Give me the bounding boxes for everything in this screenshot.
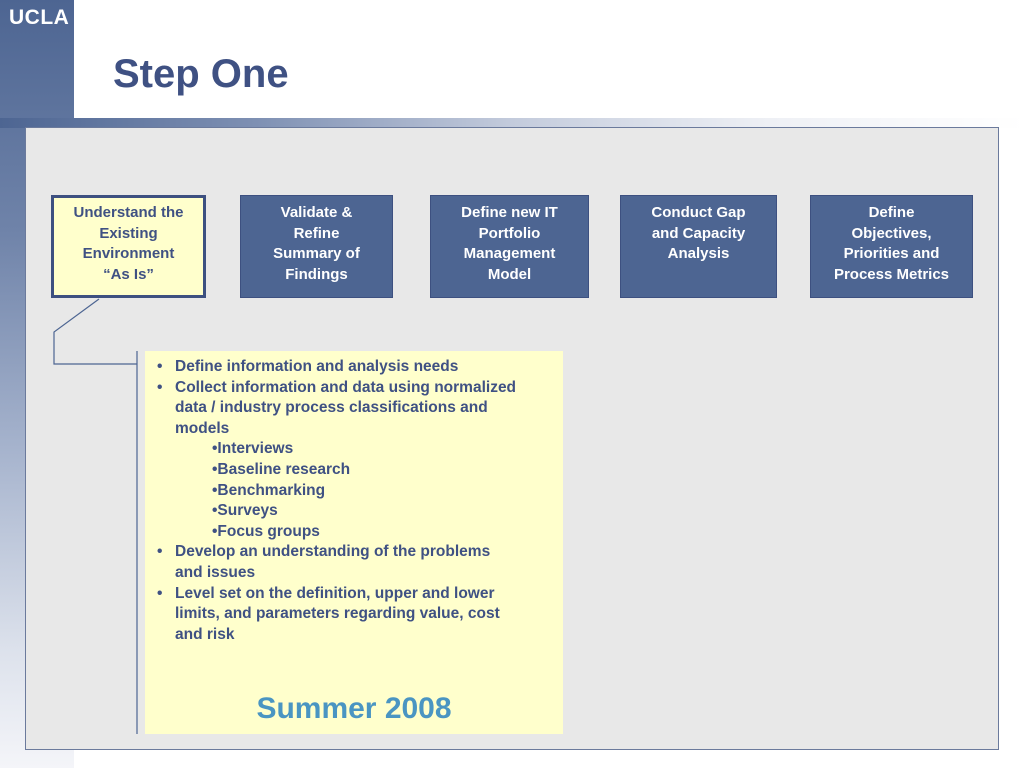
footer-date: Summer 2008 [256,692,452,725]
sub-item: •Surveys [212,502,278,520]
sub-item: •Baseline research [212,460,351,478]
step-define-portfolio-model [430,195,589,298]
step-line: Environment [82,245,175,262]
step-line: Define new IT [461,204,558,221]
step-line: Understand the [73,204,184,221]
detail-line: Collect information and data using normalized [175,378,517,396]
step-gap-capacity-analysis [620,195,777,298]
detail-box [145,351,563,734]
detail-line: limits, and parameters regarding value, cost [175,605,500,623]
ucla-logo: UCLA [9,6,70,29]
detail-line: Define information and analysis needs [175,358,459,375]
step-line: Priorities and [843,245,940,262]
detail-line: Develop an understanding of the problems [175,543,491,561]
step-understand-environment [51,195,206,298]
detail-line: and issues [175,563,256,581]
step-line: Conduct Gap [651,204,746,221]
step-line: Process Metrics [833,265,950,283]
sub-item: •Interviews [212,440,294,458]
detail-item [155,357,555,378]
bullet-icon: • [157,358,163,375]
step-line: Refine [293,224,340,242]
step-line: Findings [285,265,348,283]
bullet-icon: • [157,584,163,602]
step-line: Management [463,245,556,262]
sub-item: •Focus groups [212,522,320,540]
detail-line: and risk [175,625,235,643]
step-line: Objectives, [851,224,932,242]
sub-list [175,439,555,542]
detail-list [145,351,563,645]
detail-line: Level set on the definition, upper and lower [175,584,495,602]
step-line: and Capacity [651,224,746,242]
detail-item [155,584,555,646]
bullet-icon: • [157,543,163,561]
detail-item [155,542,555,583]
step-line: Analysis [667,245,730,262]
detail-item [155,378,555,543]
step-line: Validate & [280,204,353,221]
step-line: Define [868,204,915,221]
step-line: Summary of [273,245,360,262]
step-line: “As Is” [103,265,154,283]
step-line: Model [487,265,532,283]
step-define-objectives [810,195,973,298]
sub-item: •Benchmarking [212,481,326,499]
step-line: Portfolio [478,224,541,242]
detail-line: models [175,419,230,437]
bullet-icon: • [157,378,163,396]
step-validate-refine [240,195,393,298]
page-title: Step One [113,52,289,96]
step-line: Existing [99,224,158,242]
detail-line: data / industry process classifications and [175,399,488,417]
